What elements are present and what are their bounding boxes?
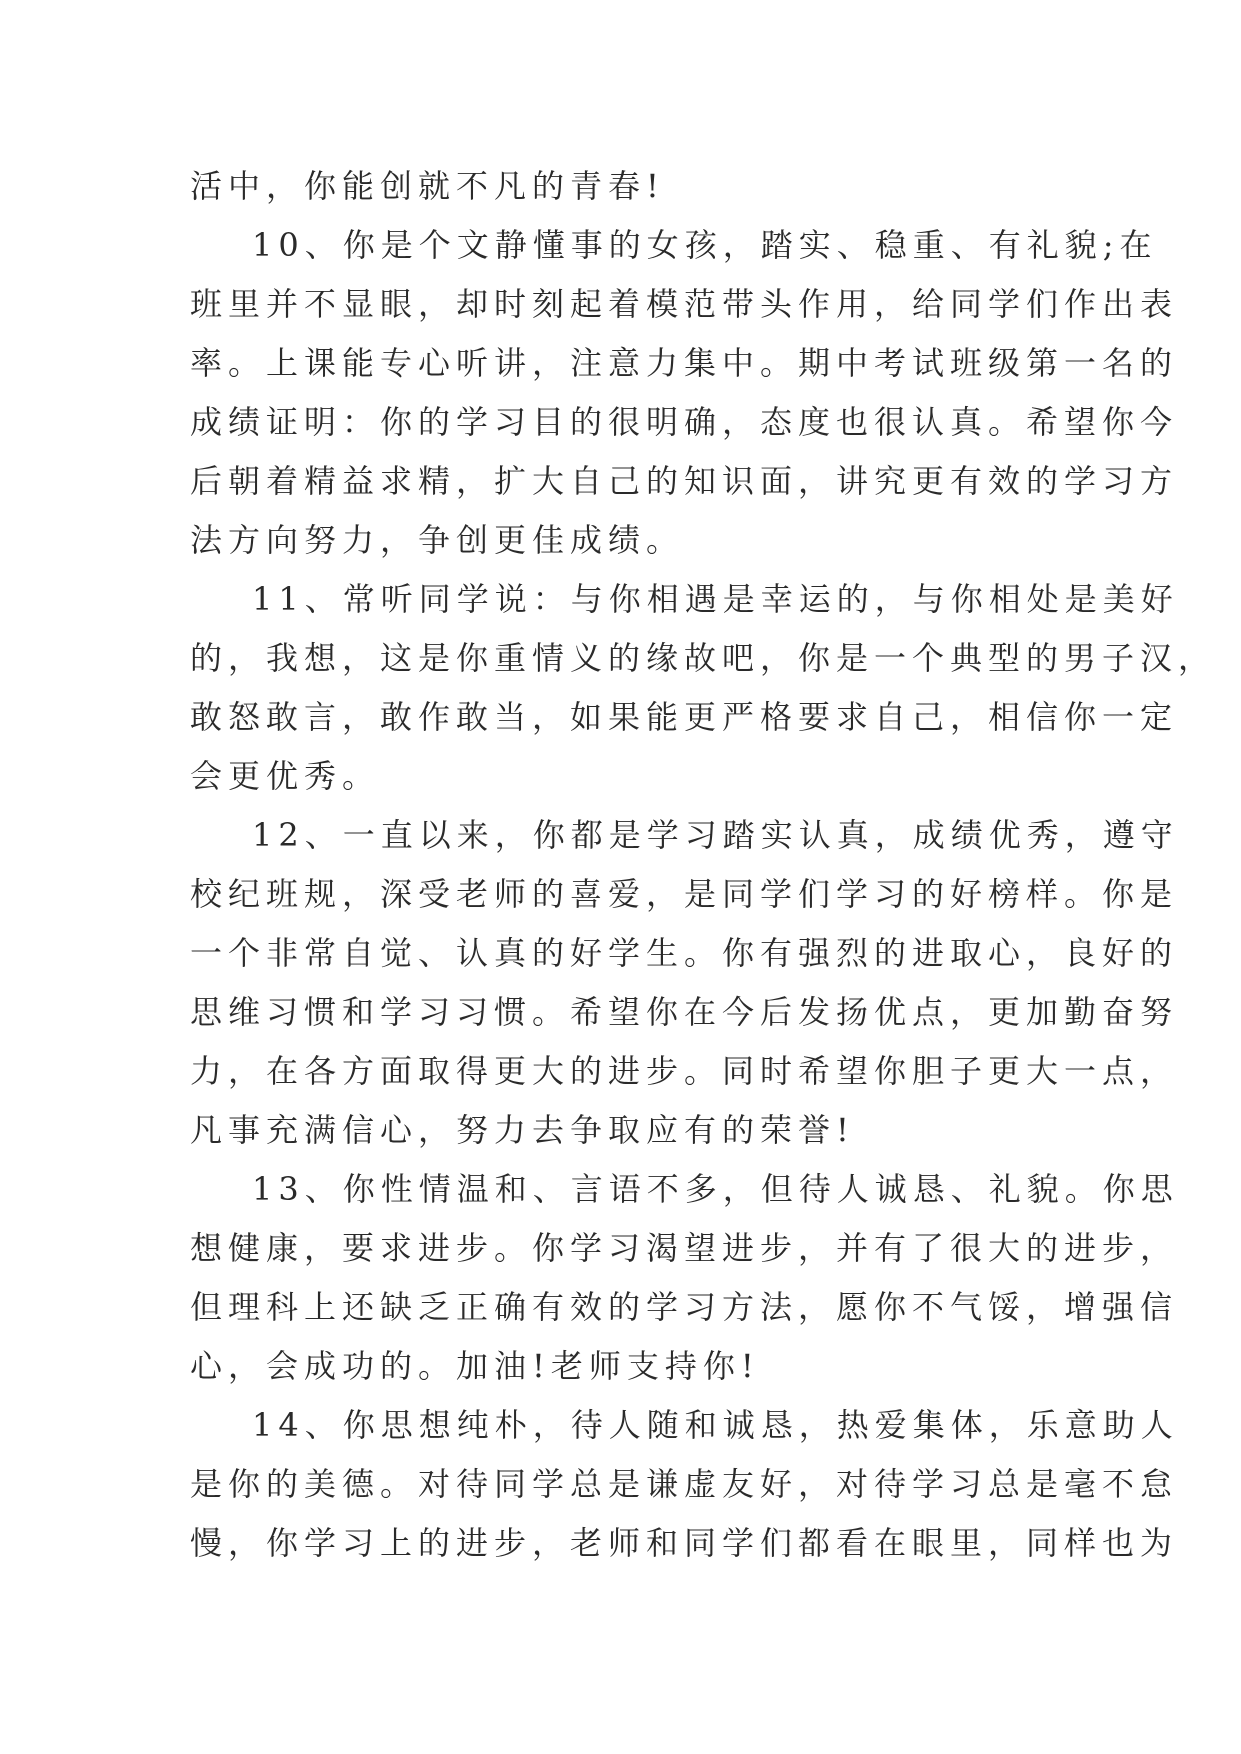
paragraph-11-start: 11、常听同学说：与你相遇是幸运的，与你相处是美好 [252, 580, 1179, 618]
text-line: 但理科上还缺乏正确有效的学习方法，愿你不气馁，增强信 [190, 1288, 1179, 1326]
text-line: 凡事充满信心，努力去争取应有的荣誉! [190, 1111, 855, 1149]
text-line: 想健康，要求进步。你学习渴望进步，并有了很大的进步， [190, 1229, 1179, 1267]
text-line: 校纪班规，深受老师的喜爱，是同学们学习的好榜样。你是 [190, 875, 1179, 913]
text-line: 后朝着精益求精，扩大自己的知识面，讲究更有效的学习方 [190, 462, 1179, 500]
text-line: 思维习惯和学习习惯。希望你在今后发扬优点，更加勤奋努 [190, 993, 1179, 1031]
text-line: 率。上课能专心听讲，注意力集中。期中考试班级第一名的 [190, 344, 1179, 382]
text-line: 法方向努力，争创更佳成绩。 [190, 521, 685, 559]
text-line: 心，会成功的。加油!老师支持你! [190, 1347, 760, 1385]
text-line: 成绩证明：你的学习目的很明确，态度也很认真。希望你今 [190, 403, 1179, 441]
document-body [190, 157, 1217, 1573]
text-line: 会更优秀。 [190, 757, 381, 795]
paragraph-13-start: 13、你性情温和、言语不多，但待人诚恳、礼貌。你思 [252, 1170, 1179, 1208]
paragraph-10-start: 10、你是个文静懂事的女孩，踏实、稳重、有礼貌;在 [252, 226, 1158, 264]
text-line: 是你的美德。对待同学总是谦虚友好，对待学习总是毫不怠 [190, 1465, 1179, 1503]
paragraph-14-start: 14、你思想纯朴，待人随和诚恳，热爱集体，乐意助人 [252, 1406, 1179, 1444]
text-line: 一个非常自觉、认真的好学生。你有强烈的进取心，良好的 [190, 934, 1179, 972]
text-line: 班里并不显眼，却时刻起着模范带头作用，给同学们作出表 [190, 285, 1179, 323]
text-line: 慢，你学习上的进步，老师和同学们都看在眼里，同样也为 [190, 1524, 1179, 1562]
text-line: 敢怒敢言，敢作敢当，如果能更严格要求自己，相信你一定 [190, 698, 1179, 736]
paragraph-12-start: 12、一直以来，你都是学习踏实认真，成绩优秀，遵守 [252, 816, 1179, 854]
text-line: 力，在各方面取得更大的进步。同时希望你胆子更大一点， [190, 1052, 1179, 1090]
text-line: 活中，你能创就不凡的青春! [190, 167, 665, 205]
text-line: 的，我想，这是你重情义的缘故吧，你是一个典型的男子汉， [190, 639, 1217, 677]
